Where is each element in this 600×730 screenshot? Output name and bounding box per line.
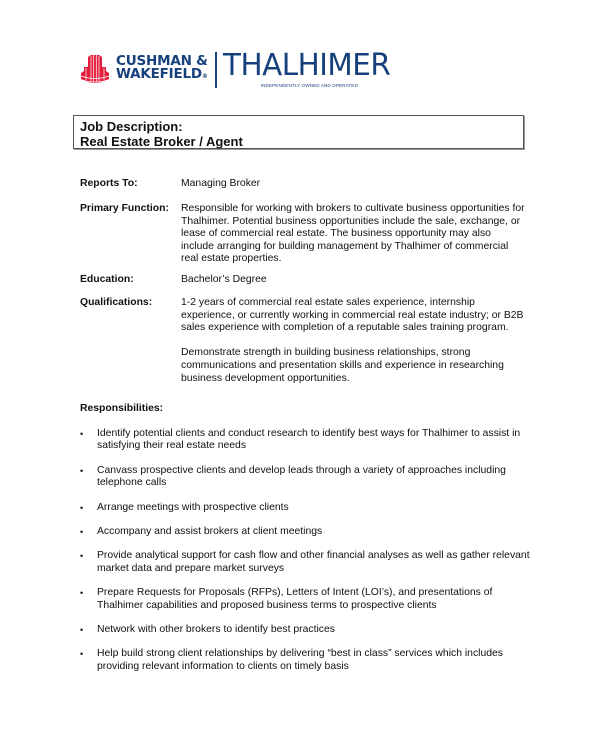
company-logo <box>79 48 393 95</box>
list-item <box>80 526 540 538</box>
list-item-text: Network with other brokers to identify best practices <box>97 624 335 636</box>
list-item <box>80 648 540 673</box>
bullet-icon: • <box>80 429 84 439</box>
field-value <box>181 297 526 385</box>
title-line-1: Job Description: <box>80 119 183 134</box>
job-title: Real Estate Broker / Agent <box>80 134 243 149</box>
qualification-paragraph: Demonstrate strength in building business relationships, strong communications and presentation skills and experience in researching business development opportunities. <box>181 347 504 384</box>
building-globe-icon <box>79 53 111 85</box>
list-item-text: Arrange meetings with prospective clients <box>97 501 289 513</box>
cushman-wakefield-wordmark <box>116 55 208 83</box>
list-item <box>80 465 540 490</box>
field-label: Qualifications: <box>80 297 153 308</box>
field-label: Primary Function: <box>80 203 169 214</box>
list-item <box>80 587 540 612</box>
qualification-paragraph: 1-2 years of commercial real estate sales experience, internship experience, or currently working in commercial real estate industry; or B2B sales experience with completion of a reputable sales training program. <box>181 297 524 334</box>
bullet-icon: • <box>80 551 84 562</box>
partner-tagline: INDEPENDENTLY OWNED AND OPERATED <box>260 83 358 88</box>
list-item <box>80 428 540 453</box>
list-item <box>80 502 540 514</box>
list-item-text: Identify potential clients and conduct research to identify best ways for Thalhimer to assist in satisfying their real estate needs <box>97 428 521 452</box>
bullet-icon: • <box>80 527 84 538</box>
list-item-text: Help build strong client relationships by delivering “best in class” services which includes providing relevant information to clients on timely basis <box>97 648 504 672</box>
bullet-icon: • <box>80 465 84 476</box>
list-item-text: Accompany and assist brokers at client meetings <box>97 526 323 538</box>
field-value: Bachelor’s Degree <box>181 274 267 285</box>
thalhimer-wordmark <box>222 48 394 88</box>
document-title-box <box>73 115 524 149</box>
bullet-icon: • <box>80 588 84 599</box>
partner-name: THALHIMER <box>222 48 391 83</box>
list-item <box>80 550 540 575</box>
list-item-text: Provide analytical support for cash flow and other financial analyses as well as gather relevant market data and prepare market surveys <box>97 550 530 574</box>
bullet-icon: • <box>80 625 84 636</box>
list-item-text: Prepare Requests for Proposals (RFPs), Letters of Intent (LOI’s), and presentations of Thalhimer capabilities and proposed business terms to prospective clients <box>97 587 493 611</box>
responsibilities-heading: Responsibilities: <box>80 403 164 414</box>
registered-mark: ® <box>201 73 208 80</box>
logo-divider <box>215 52 217 88</box>
brand-line-1: CUSHMAN & <box>116 53 208 69</box>
field-value: Responsible for working with brokers to cultivate business opportunities for Thalhimer. Potential business opportunities include the sale, exchange, or lease of commercial real estate. The business opportunity may also include arranging for building management by Thalhimer of commercial real estate properties. <box>181 203 525 265</box>
list-item <box>80 624 540 636</box>
field-label: Reports To: <box>80 178 138 189</box>
responsibilities-list <box>80 428 540 685</box>
field-value: Managing Broker <box>181 178 261 189</box>
field-label: Education: <box>80 274 134 285</box>
bullet-icon: • <box>80 649 84 660</box>
bullet-icon: • <box>80 502 84 513</box>
brand-line-2: WAKEFIELD <box>116 66 202 82</box>
list-item-text: Canvass prospective clients and develop leads through a variety of approaches including telephone calls <box>97 464 506 489</box>
